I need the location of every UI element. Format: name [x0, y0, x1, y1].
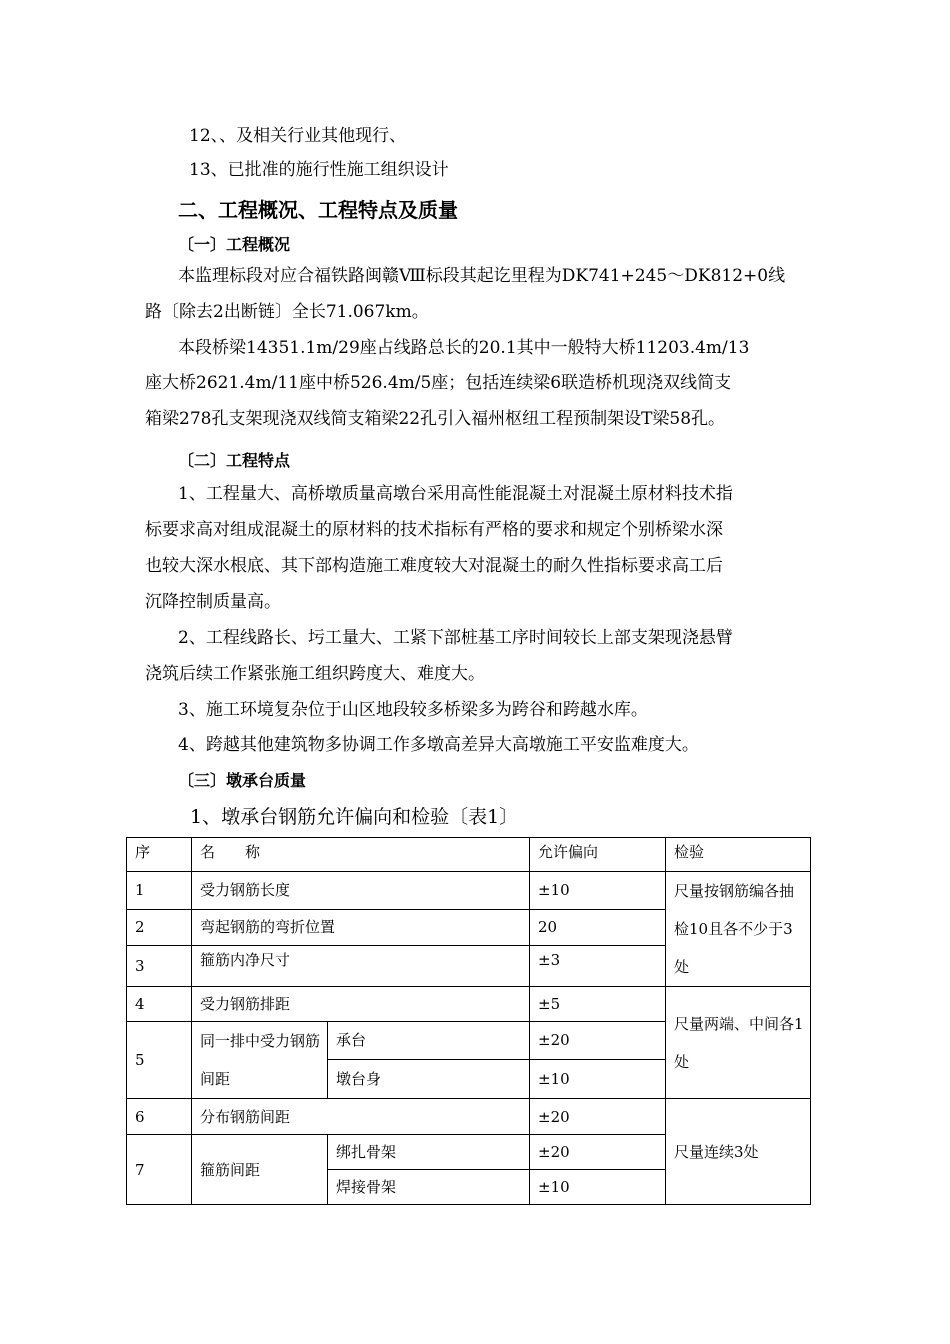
row-tolerance: ±20: [530, 1099, 666, 1135]
paragraph-line: 路〔除去2出断链〕全长71.067km。: [145, 302, 429, 322]
row-name: 受力钢筋长度: [192, 872, 530, 910]
row-tolerance: ±20: [530, 1022, 666, 1060]
paragraph-line: 沉降控制质量高。: [145, 592, 281, 612]
check-method: [666, 872, 811, 987]
row-tolerance: ±10: [530, 1170, 666, 1205]
row-subname: 墩台身: [328, 1059, 530, 1098]
check-method: [666, 987, 811, 1099]
row-no: 1: [127, 872, 192, 910]
header-check: 检验: [666, 838, 811, 872]
paragraph-line: 也较大深水根底、其下部构造施工难度较大对混凝土的耐久性指标要求高工后: [145, 556, 723, 576]
table-caption: 1、墩承台钢筋允许偏向和检验〔表1〕: [190, 806, 519, 828]
row-no: 3: [127, 945, 192, 986]
list-item-13: 13、已批准的施行性施工组织设计: [189, 160, 449, 180]
check-method-text: 尺量按钢筋编各抽检10且各不少于3处: [674, 882, 795, 976]
subsection-title-quality: 〔三〕墩承台质量: [178, 771, 307, 790]
header-no: 序: [127, 838, 192, 872]
row-name-text: 同一排中受力钢筋间距: [200, 1032, 321, 1088]
table-row: [127, 987, 811, 1022]
row-no: 7: [127, 1135, 192, 1205]
paragraph-line: 箱梁278孔支架现浇双线简支箱梁22孔引入福州枢纽工程预制架设T梁58孔。: [145, 409, 726, 429]
table-header-row: [127, 838, 811, 872]
list-item-12: 12、、及相关行业其他现行、: [189, 126, 407, 146]
row-tolerance: ±5: [530, 987, 666, 1022]
paragraph-line: 2、工程线路长、圬工量大、工紧下部桩基工序时间较长上部支架现浇悬臂: [178, 628, 733, 648]
row-name: 箍筋间距: [192, 1135, 328, 1205]
row-subname: 焊接骨架: [328, 1170, 530, 1205]
row-tolerance: ±10: [530, 1059, 666, 1098]
paragraph-line: 3、施工环境复杂位于山区地段较多桥梁多为跨谷和跨越水库。: [178, 700, 648, 720]
row-tolerance: ±20: [530, 1135, 666, 1170]
row-tolerance: ±3: [530, 945, 666, 986]
row-subname: 承台: [328, 1022, 530, 1060]
row-name: 分布钢筋间距: [192, 1099, 530, 1135]
header-tolerance: 允许偏向: [530, 838, 666, 872]
row-no: 2: [127, 909, 192, 945]
subsection-title-features: 〔二〕工程特点: [178, 451, 291, 470]
row-name: [192, 1022, 328, 1099]
paragraph-line: 标要求高对组成混凝土的原材料的技术指标有严格的要求和规定个别桥梁水深: [145, 520, 723, 540]
rebar-tolerance-table: [126, 837, 811, 1205]
row-no: 4: [127, 987, 192, 1022]
table-row: [127, 1099, 811, 1135]
section-title: 二、工程概况、工程特点及质量: [178, 198, 458, 222]
table-row: [127, 872, 811, 910]
check-method-text: 尺量两端、中间各1处: [674, 1014, 804, 1071]
paragraph-line: 1、工程量大、高桥墩质量高墩台采用高性能混凝土对混凝土原材料技术指: [178, 484, 733, 504]
paragraph-line: 座大桥2621.4m/11座中桥526.4m/5座；包括连续梁6联造桥机现浇双线简支: [145, 373, 732, 393]
paragraph-line: 4、跨越其他建筑物多协调工作多墩高差异大高墩施工平安监难度大。: [178, 735, 699, 755]
row-name: 箍筋内净尺寸: [192, 945, 530, 986]
row-no: 6: [127, 1099, 192, 1135]
paragraph-line: 本监理标段对应合福铁路闽赣Ⅷ标段其起讫里程为DK741+245～DK812+0线: [178, 266, 786, 286]
row-subname: 绑扎骨架: [328, 1135, 530, 1170]
row-name: 弯起钢筋的弯折位置: [192, 909, 530, 945]
paragraph-line: 本段桥梁14351.1m/29座占线路总长的20.1其中一般特大桥11203.4m/13: [178, 338, 750, 358]
row-no: 5: [127, 1022, 192, 1099]
check-method: 尺量连续3处: [666, 1099, 811, 1205]
header-name: 名 称: [192, 838, 530, 872]
subsection-title-overview: 〔一〕工程概况: [178, 235, 291, 254]
row-name: 受力钢筋排距: [192, 987, 530, 1022]
row-tolerance: 20: [530, 909, 666, 945]
paragraph-line: 浇筑后续工作紧张施工组织跨度大、难度大。: [145, 664, 485, 684]
row-tolerance: ±10: [530, 872, 666, 910]
